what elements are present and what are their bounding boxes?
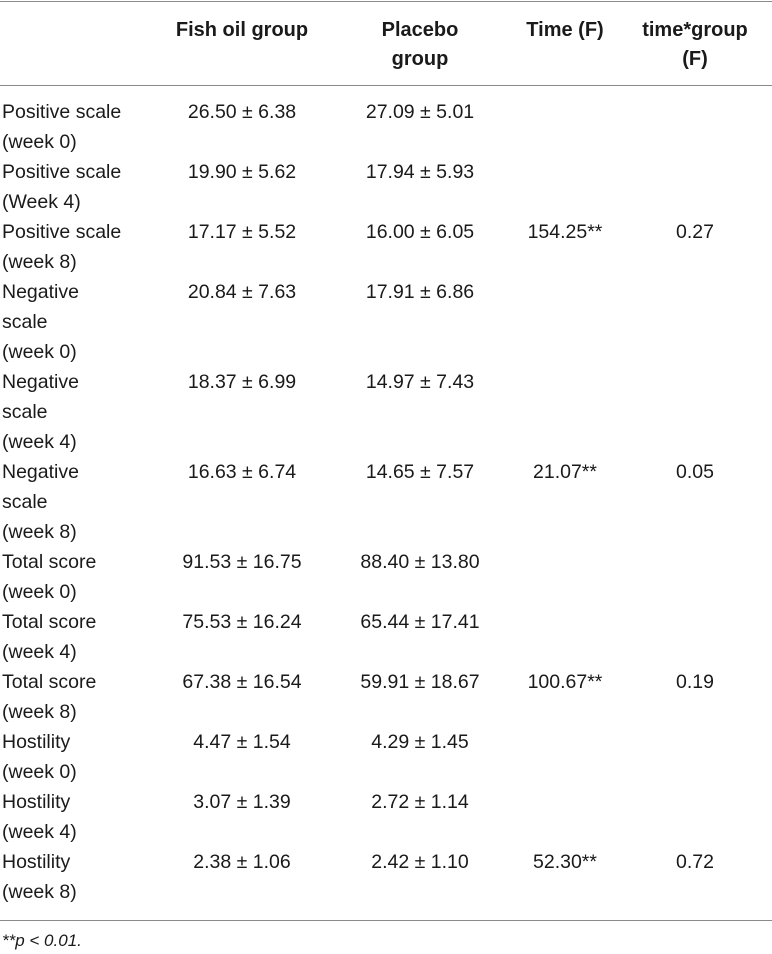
table-top-rule bbox=[0, 1, 772, 2]
fish-oil-value: 4.47 ± 1.54 bbox=[193, 731, 291, 753]
table-bottom-rule bbox=[0, 920, 772, 921]
row-label: Negative scale (week 4) bbox=[2, 371, 79, 453]
placebo-value: 14.65 ± 7.57 bbox=[365, 461, 475, 483]
row-label: Hostility (week 8) bbox=[2, 851, 77, 903]
row-label: Hostility (week 4) bbox=[2, 791, 77, 843]
time-f-value: 100.67** bbox=[527, 671, 603, 693]
row-label: Positive scale (week 0) bbox=[2, 101, 122, 153]
fish-oil-value: 20.84 ± 7.63 bbox=[187, 281, 297, 303]
placebo-value: 14.97 ± 7.43 bbox=[365, 371, 475, 393]
placebo-value: 2.72 ± 1.14 bbox=[371, 791, 469, 813]
fish-oil-value: 2.38 ± 1.06 bbox=[193, 851, 291, 873]
placebo-value: 65.44 ± 17.41 bbox=[360, 611, 480, 633]
header-placebo-group bbox=[340, 16, 500, 74]
header-placebo-line2: group bbox=[391, 48, 449, 70]
time-group-f-value: 0.19 bbox=[676, 671, 714, 693]
header-fish-oil-group bbox=[162, 16, 322, 45]
time-f-value: 52.30** bbox=[533, 851, 597, 873]
fish-oil-value: 91.53 ± 16.75 bbox=[182, 551, 302, 573]
header-divider-rule bbox=[0, 85, 772, 86]
time-group-f-value: 0.72 bbox=[676, 851, 714, 873]
placebo-value: 2.42 ± 1.10 bbox=[371, 851, 469, 873]
placebo-value: 27.09 ± 5.01 bbox=[365, 101, 475, 123]
header-fish-line1: Fish oil group bbox=[175, 19, 309, 41]
header-time-f bbox=[510, 16, 620, 45]
placebo-value: 16.00 ± 6.05 bbox=[365, 221, 475, 243]
fish-oil-value: 26.50 ± 6.38 bbox=[187, 101, 297, 123]
header-placebo-line1: Placebo bbox=[381, 19, 459, 41]
row-label: Total score (week 0) bbox=[2, 551, 97, 603]
row-label: Total score (week 4) bbox=[2, 611, 97, 663]
header-time-line1: Time (F) bbox=[526, 19, 604, 41]
fish-oil-value: 16.63 ± 6.74 bbox=[187, 461, 297, 483]
row-label: Positive scale (week 8) bbox=[2, 221, 122, 273]
fish-oil-value: 19.90 ± 5.62 bbox=[187, 161, 297, 183]
placebo-value: 17.91 ± 6.86 bbox=[365, 281, 475, 303]
placebo-value: 88.40 ± 13.80 bbox=[360, 551, 480, 573]
row-label: Positive scale (Week 4) bbox=[2, 161, 122, 213]
row-label: Hostility (week 0) bbox=[2, 731, 77, 783]
fish-oil-value: 3.07 ± 1.39 bbox=[193, 791, 291, 813]
row-label: Total score (week 8) bbox=[2, 671, 97, 723]
time-f-value: 21.07** bbox=[533, 461, 597, 483]
header-tg-line1: time*group bbox=[642, 19, 748, 41]
placebo-value: 4.29 ± 1.45 bbox=[371, 731, 469, 753]
header-time-group-f bbox=[620, 16, 770, 74]
fish-oil-value: 17.17 ± 5.52 bbox=[187, 221, 297, 243]
significance-footnote: **p < 0.01. bbox=[2, 931, 82, 950]
fish-oil-value: 67.38 ± 16.54 bbox=[182, 671, 302, 693]
time-f-value: 154.25** bbox=[527, 221, 603, 243]
fish-oil-value: 75.53 ± 16.24 bbox=[182, 611, 302, 633]
row-label: Negative scale (week 8) bbox=[2, 461, 79, 543]
row-label: Negative scale (week 0) bbox=[2, 281, 79, 363]
header-tg-line2: (F) bbox=[682, 48, 708, 70]
placebo-value: 17.94 ± 5.93 bbox=[365, 161, 475, 183]
placebo-value: 59.91 ± 18.67 bbox=[360, 671, 480, 693]
fish-oil-value: 18.37 ± 6.99 bbox=[187, 371, 297, 393]
time-group-f-value: 0.05 bbox=[676, 461, 714, 483]
time-group-f-value: 0.27 bbox=[676, 221, 714, 243]
